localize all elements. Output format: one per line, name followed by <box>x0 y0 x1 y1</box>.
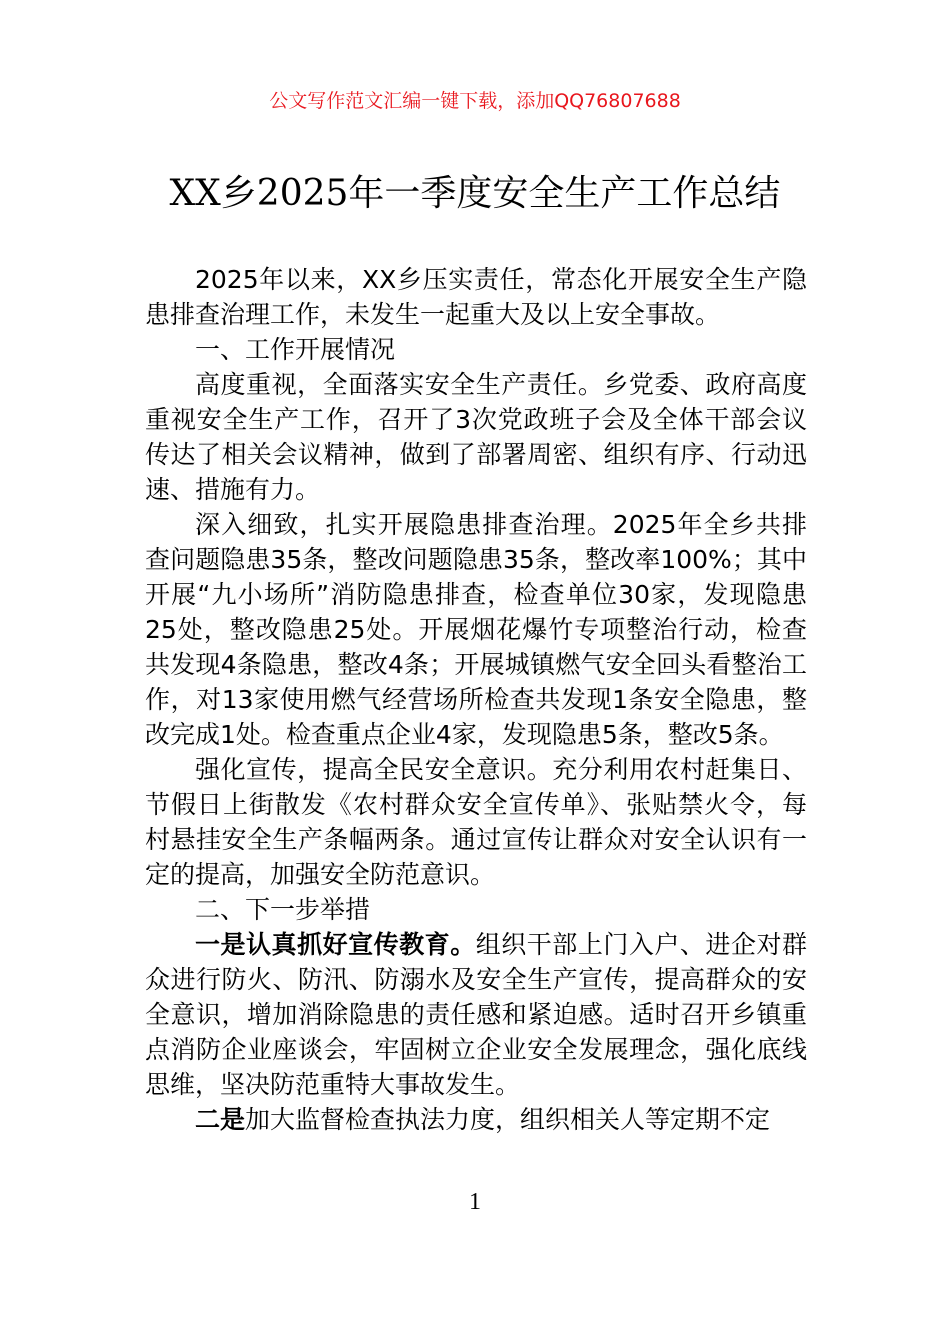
document-body <box>145 262 807 1137</box>
watermark-download-notice: 公文写作范文汇编一键下载，添加QQ76807688 <box>269 90 681 112</box>
paragraph-hazard-inspection: 深入细致，扎实开展隐患排查治理。2025年全乡共排查问题隐患35条，整改问题隐患35条，整改率100%；其中开展“九小场所”消防隐患排查，检查单位30家，发现隐患25处，整改隐患25处。开展烟花爆竹专项整治行动，检查共发现4条隐患，整改4条；开展城镇燃气安全回头看整治工作，对13家使用燃气经营场所检查共发现1条安全隐患，整改完成1处。检查重点企业4家，发现隐患5条，整改5条。 <box>145 510 807 749</box>
measure-one-text: 组织干部上门入户、进企对群众进行防火、防汛、防溺水及安全生产宣传，提高群众的安全意识，增加消除隐患的责任感和紧迫感。适时召开乡镇重点消防企业座谈会，牢固树立企业安全发展理念，强化底线思维，坚决防范重特大事故发生。 <box>145 930 807 1099</box>
section-heading-next-steps: 二、下一步举措 <box>195 895 371 924</box>
paragraph-responsibility: 高度重视，全面落实安全生产责任。乡党委、政府高度重视安全生产工作，召开了3次党政班子会及全体干部会议传达了相关会议精神，做到了部署周密、组织有序、行动迅速、措施有力。 <box>145 370 807 504</box>
intro-paragraph: 2025年以来，XX乡压实责任，常态化开展安全生产隐患排查治理工作，未发生一起重大及以上安全事故。 <box>145 265 807 329</box>
paragraph-measure-two <box>145 1102 807 1137</box>
paragraph-publicity: 强化宣传，提高全民安全意识。充分利用农村赶集日、节假日上街散发《农村群众安全宣传单》、张贴禁火令，每村悬挂安全生产条幅两条。通过宣传让群众对安全认识有一定的提高，加强安全防范意识。 <box>145 755 807 889</box>
section-heading-work-status: 一、工作开展情况 <box>195 335 396 364</box>
page-number: 1 <box>469 1189 481 1215</box>
measure-two-text: 加大监督检查执法力度，组织相关人等定期不定 <box>245 1105 771 1134</box>
measure-two-lead: 二是 <box>195 1105 246 1134</box>
paragraph-measure-one <box>145 927 807 1102</box>
measure-one-lead: 一是认真抓好宣传教育。 <box>195 930 476 959</box>
document-title: XX乡2025年一季度安全生产工作总结 <box>169 173 781 214</box>
